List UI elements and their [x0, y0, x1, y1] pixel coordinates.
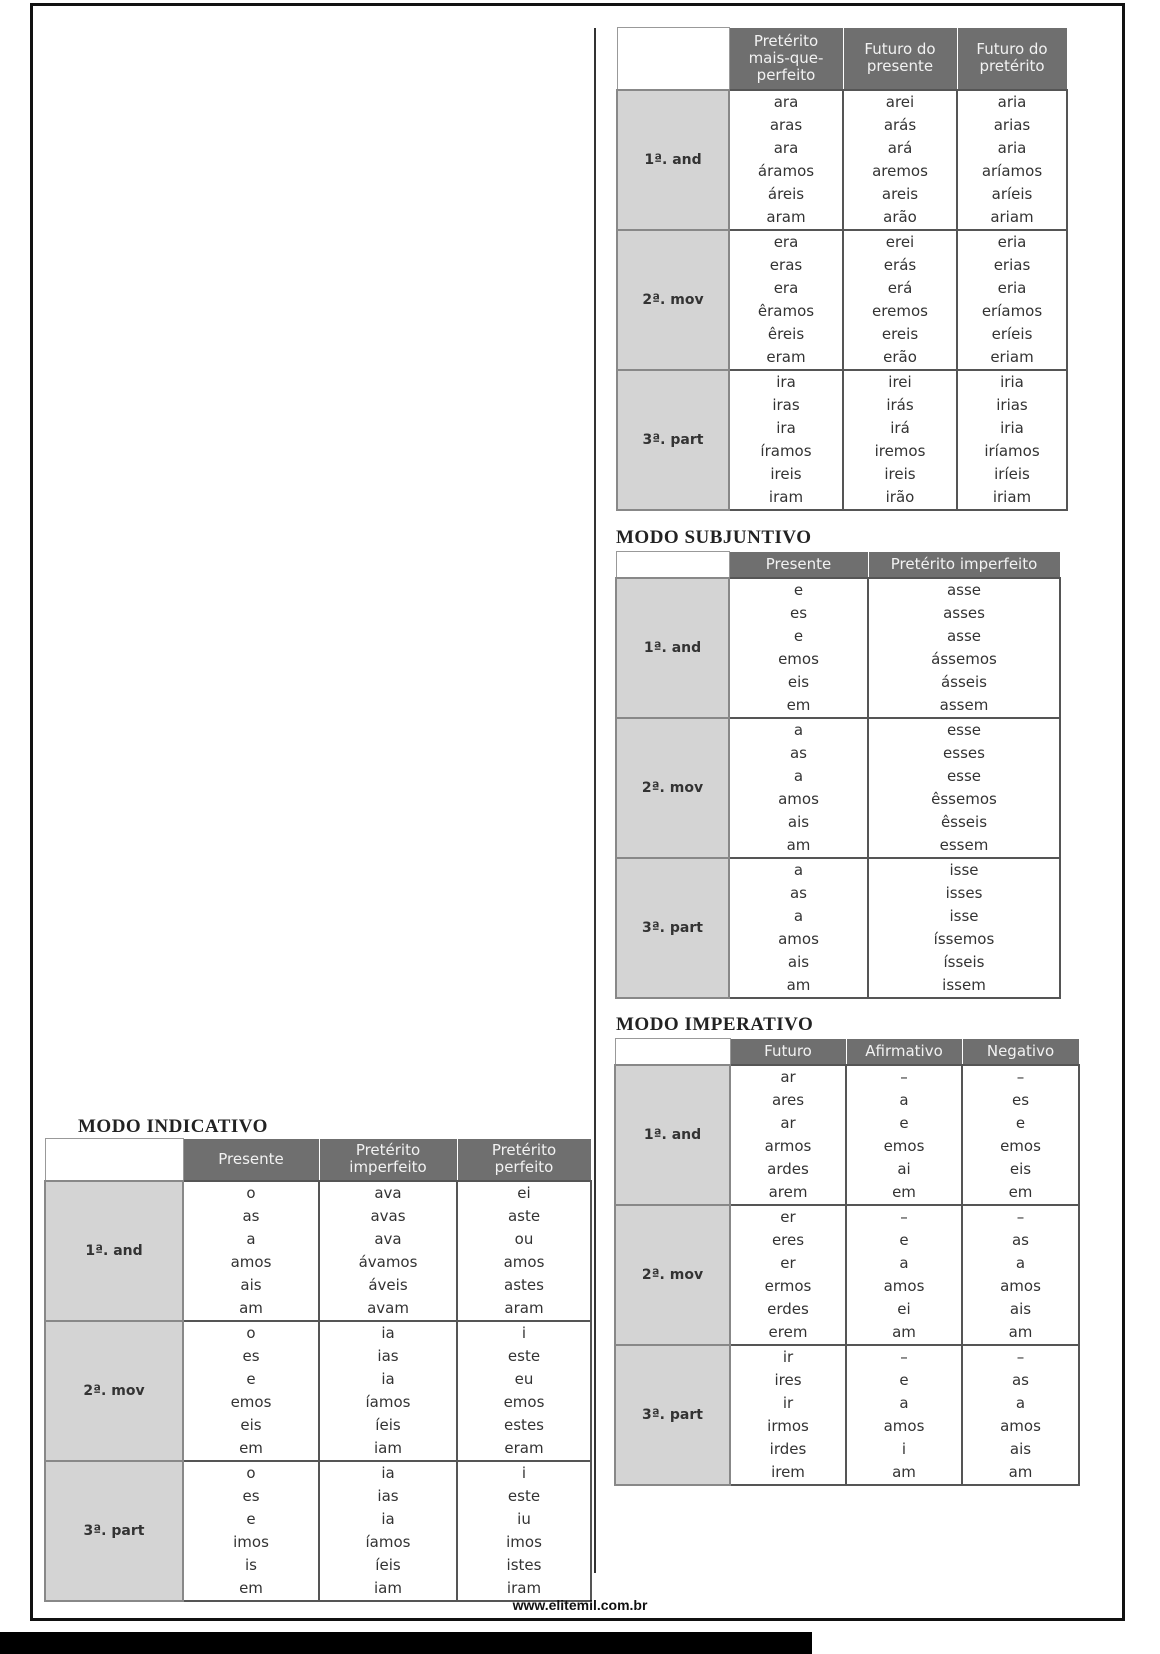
verb-ending: as: [242, 1207, 260, 1225]
conjugation-group-row: [617, 230, 1067, 370]
ending-cell: [457, 1181, 591, 1321]
footer-url: www.elitemil.com.br: [512, 1597, 648, 1613]
verb-ending: ais: [1009, 1440, 1032, 1458]
verb-ending: em: [239, 1579, 263, 1597]
verb-ending: ais: [1009, 1300, 1032, 1318]
subjuntivo-table: [615, 551, 1061, 999]
verb-ending: íramos: [760, 442, 812, 460]
verb-ending: áveis: [368, 1276, 408, 1294]
ending-cell: [729, 230, 843, 370]
conjugation-group-row: [615, 1065, 1079, 1205]
verb-ending: iam: [374, 1439, 402, 1457]
bottom-black-bar: [0, 1632, 812, 1654]
verb-ending: e: [899, 1231, 909, 1249]
column-header: Presente: [183, 1139, 319, 1181]
table-corner: [615, 1039, 730, 1065]
verb-ending: arás: [883, 116, 917, 134]
verb-ending: a: [793, 721, 804, 739]
verb-ending: am: [786, 976, 811, 994]
verb-ending: íssemos: [933, 930, 995, 948]
indicativo-table: [44, 1138, 592, 1602]
verb-ending: amos: [503, 1253, 545, 1271]
verb-ending: –: [900, 1208, 908, 1226]
verb-ending: íamos: [365, 1533, 411, 1551]
verb-ending: esses: [943, 744, 985, 762]
verb-ending: ais: [240, 1276, 262, 1294]
verb-ending: ires: [774, 1371, 802, 1389]
conjugation-group-row: [616, 718, 1060, 858]
verb-ending: avas: [370, 1207, 406, 1225]
verb-ending: essem: [939, 836, 989, 854]
ending-cell: [730, 1065, 846, 1205]
verb-ending: a: [899, 1394, 909, 1412]
ending-cell: [729, 718, 868, 858]
verb-ending: êramos: [757, 302, 815, 320]
ending-cell: [843, 230, 957, 370]
verb-ending: armos: [764, 1137, 812, 1155]
verb-ending: o: [246, 1184, 256, 1202]
verb-ending: a: [793, 767, 804, 785]
ending-cell: [868, 718, 1060, 858]
ending-cell: [183, 1461, 319, 1601]
verb-ending: este: [507, 1347, 541, 1365]
ending-cell: [729, 370, 843, 510]
verb-ending: e: [793, 627, 804, 645]
verb-ending: eu: [514, 1370, 534, 1388]
verb-ending: i: [521, 1464, 527, 1482]
verb-ending: ias: [377, 1347, 399, 1365]
verb-ending: áramos: [757, 162, 815, 180]
verb-ending: ariam: [990, 208, 1034, 226]
verb-ending: eriam: [990, 348, 1034, 366]
conjugation-label: 3ª. part: [617, 370, 729, 510]
verb-ending: esse: [946, 767, 982, 785]
conjugation-group-row: [617, 90, 1067, 230]
ending-cell: [729, 858, 868, 998]
verb-ending: em: [1008, 1183, 1033, 1201]
verb-ending: ar: [780, 1114, 796, 1132]
conjugation-label: 3ª. part: [45, 1461, 183, 1601]
conjugation-label: 3ª. part: [616, 858, 729, 998]
verb-ending: irem: [771, 1463, 805, 1481]
verb-ending: i: [521, 1324, 527, 1342]
verb-ending: e: [793, 581, 804, 599]
ending-cell: [843, 370, 957, 510]
verb-ending: ará: [887, 139, 913, 157]
verb-ending: e: [1015, 1114, 1026, 1132]
verb-ending: asse: [946, 627, 982, 645]
verb-ending: irás: [886, 396, 914, 414]
ending-cell: [868, 858, 1060, 998]
verb-ending: ereis: [881, 325, 919, 343]
column-header: Futuro do pretérito: [957, 28, 1067, 90]
column-header: Futuro: [730, 1039, 846, 1065]
verb-ending: ir: [782, 1348, 794, 1366]
verb-ending: a: [899, 1091, 909, 1109]
indicativo-continuation-table: [616, 27, 1068, 511]
column-header: Pretérito imperfeito: [868, 552, 1060, 578]
table-corner: [45, 1139, 183, 1181]
verb-ending: ir: [782, 1394, 794, 1412]
verb-ending: ava: [374, 1230, 402, 1248]
verb-ending: iras: [772, 396, 800, 414]
ending-cell: [962, 1065, 1079, 1205]
verb-ending: aste: [507, 1207, 541, 1225]
verb-ending: ara: [773, 139, 799, 157]
imperativo-table: [614, 1038, 1080, 1486]
verb-ending: eis: [240, 1416, 262, 1434]
verb-ending: iríeis: [994, 465, 1030, 483]
ending-cell: [730, 1345, 846, 1485]
verb-ending: a: [899, 1254, 909, 1272]
verb-ending: eras: [769, 256, 803, 274]
ending-cell: [962, 1345, 1079, 1485]
verb-ending: eríeis: [991, 325, 1033, 343]
verb-ending: arão: [883, 208, 917, 226]
verb-ending: ia: [381, 1510, 395, 1528]
ending-cell: [183, 1181, 319, 1321]
verb-ending: avam: [367, 1299, 409, 1317]
column-header: Negativo: [962, 1039, 1079, 1065]
verb-ending: –: [1016, 1208, 1025, 1226]
verb-ending: emos: [230, 1393, 272, 1411]
verb-ending: erdes: [767, 1300, 809, 1318]
verb-ending: ara: [773, 93, 799, 111]
verb-ending: ias: [377, 1487, 399, 1505]
verb-ending: ai: [897, 1160, 911, 1178]
ending-cell: [183, 1321, 319, 1461]
column-header: Pretérito perfeito: [457, 1139, 591, 1181]
verb-ending: íeis: [375, 1416, 401, 1434]
ending-cell: [730, 1205, 846, 1345]
verb-ending: amos: [1000, 1277, 1041, 1295]
verb-ending: íamos: [365, 1393, 411, 1411]
conjugation-label: 1ª. and: [615, 1065, 730, 1205]
verb-ending: iu: [517, 1510, 531, 1528]
verb-ending: amos: [1000, 1417, 1041, 1435]
conjugation-group-row: [615, 1345, 1079, 1485]
ending-cell: [962, 1205, 1079, 1345]
verb-ending: arei: [885, 93, 915, 111]
verb-ending: –: [900, 1068, 908, 1086]
ending-cell: [957, 230, 1067, 370]
verb-ending: ásseis: [940, 673, 988, 691]
verb-ending: irei: [888, 373, 912, 391]
verb-ending: –: [1016, 1348, 1025, 1366]
verb-ending: a: [793, 907, 804, 925]
verb-ending: asse: [946, 581, 982, 599]
verb-ending: aríamos: [981, 162, 1043, 180]
ending-cell: [457, 1321, 591, 1461]
verb-ending: ar: [780, 1068, 796, 1086]
verb-ending: ares: [771, 1091, 805, 1109]
verb-ending: aram: [504, 1299, 544, 1317]
verb-ending: êssemos: [931, 790, 997, 808]
verb-ending: aram: [766, 208, 806, 226]
verb-ending: as: [1011, 1231, 1029, 1249]
verb-ending: ava: [374, 1184, 402, 1202]
verb-ending: iam: [374, 1579, 402, 1597]
ending-cell: [846, 1065, 962, 1205]
verb-ending: iríamos: [984, 442, 1040, 460]
verb-ending: estes: [504, 1416, 544, 1434]
verb-ending: e: [899, 1371, 909, 1389]
column-divider: [594, 28, 596, 1573]
verb-ending: iremos: [874, 442, 926, 460]
verb-ending: i: [901, 1440, 907, 1458]
verb-ending: eram: [766, 348, 806, 366]
verb-ending: –: [900, 1348, 908, 1366]
verb-ending: áreis: [767, 185, 805, 203]
imperativo-title: MODO IMPERATIVO: [616, 1014, 814, 1035]
verb-ending: aria: [997, 139, 1027, 157]
verb-ending: em: [786, 696, 811, 714]
verb-ending: em: [892, 1183, 916, 1201]
ending-cell: [457, 1461, 591, 1601]
verb-ending: amos: [778, 790, 819, 808]
verb-ending: erei: [885, 233, 915, 251]
conjugation-label: 1ª. and: [616, 578, 729, 718]
ending-cell: [319, 1321, 457, 1461]
verb-ending: er: [780, 1208, 796, 1226]
verb-ending: e: [899, 1114, 909, 1132]
verb-ending: o: [246, 1324, 256, 1342]
verb-ending: era: [773, 279, 799, 297]
verb-ending: em: [239, 1439, 263, 1457]
verb-ending: ais: [787, 953, 810, 971]
verb-ending: irá: [890, 419, 910, 437]
verb-ending: a: [1015, 1394, 1026, 1412]
verb-ending: irias: [996, 396, 1028, 414]
verb-ending: emos: [503, 1393, 545, 1411]
verb-ending: ia: [381, 1464, 395, 1482]
ending-cell: [319, 1181, 457, 1321]
verb-ending: am: [1008, 1463, 1033, 1481]
verb-ending: esse: [946, 721, 982, 739]
verb-ending: a: [1015, 1254, 1026, 1272]
verb-ending: ávamos: [358, 1253, 418, 1271]
verb-ending: era: [773, 233, 799, 251]
verb-ending: iria: [1000, 373, 1024, 391]
table-corner: [617, 28, 729, 90]
verb-ending: as: [789, 884, 807, 902]
verb-ending: ardes: [767, 1160, 809, 1178]
verb-ending: erão: [883, 348, 917, 366]
ending-cell: [868, 578, 1060, 718]
conjugation-label: 2ª. mov: [616, 718, 729, 858]
verb-ending: erá: [887, 279, 913, 297]
verb-ending: ais: [787, 813, 810, 831]
verb-ending: ira: [776, 419, 796, 437]
column-header: Presente: [729, 552, 868, 578]
verb-ending: eríamos: [981, 302, 1043, 320]
verb-ending: a: [793, 861, 804, 879]
verb-ending: aras: [769, 116, 803, 134]
verb-ending: is: [245, 1556, 257, 1574]
verb-ending: areis: [881, 185, 919, 203]
verb-ending: e: [246, 1510, 256, 1528]
column-header: Futuro do presente: [843, 28, 957, 90]
verb-ending: eremos: [872, 302, 928, 320]
verb-ending: amos: [883, 1417, 925, 1435]
verb-ending: ou: [514, 1230, 534, 1248]
verb-ending: ireis: [770, 465, 802, 483]
verb-ending: as: [789, 744, 807, 762]
verb-ending: êsseis: [940, 813, 988, 831]
verb-ending: am: [239, 1299, 263, 1317]
verb-ending: aríeis: [991, 185, 1033, 203]
verb-ending: este: [507, 1487, 541, 1505]
verb-ending: íeis: [375, 1556, 401, 1574]
verb-ending: êreis: [767, 325, 805, 343]
verb-ending: eis: [787, 673, 810, 691]
verb-ending: eis: [1009, 1160, 1032, 1178]
ending-cell: [843, 90, 957, 230]
ending-cell: [957, 370, 1067, 510]
verb-ending: iram: [506, 1579, 542, 1597]
verb-ending: isses: [945, 884, 983, 902]
verb-ending: amos: [778, 930, 819, 948]
verb-ending: iriam: [992, 488, 1032, 506]
verb-ending: ia: [381, 1324, 395, 1342]
table-corner: [616, 552, 729, 578]
verb-ending: am: [786, 836, 811, 854]
verb-ending: amos: [883, 1277, 925, 1295]
verb-ending: es: [789, 604, 808, 622]
conjugation-group-row: [617, 370, 1067, 510]
column-header: Pretérito imperfeito: [319, 1139, 457, 1181]
verb-ending: astes: [504, 1276, 544, 1294]
verb-ending: emos: [883, 1137, 925, 1155]
conjugation-group-row: [45, 1181, 591, 1321]
verb-ending: ia: [381, 1370, 395, 1388]
verb-ending: amos: [230, 1253, 272, 1271]
indicativo-title: MODO INDICATIVO: [78, 1116, 268, 1137]
ending-cell: [957, 90, 1067, 230]
verb-ending: eram: [504, 1439, 544, 1457]
conjugation-group-row: [45, 1321, 591, 1461]
verb-ending: eria: [997, 279, 1027, 297]
verb-ending: assem: [939, 696, 989, 714]
column-header: Pretérito mais-que-perfeito: [729, 28, 843, 90]
conjugation-group-row: [615, 1205, 1079, 1345]
verb-ending: ei: [517, 1184, 531, 1202]
verb-ending: emos: [1000, 1137, 1041, 1155]
subjuntivo-title: MODO SUBJUNTIVO: [616, 527, 812, 548]
verb-ending: irdes: [769, 1440, 807, 1458]
verb-ending: ássemos: [931, 650, 997, 668]
ending-cell: [846, 1205, 962, 1345]
verb-ending: am: [892, 1323, 916, 1341]
verb-ending: iria: [1000, 419, 1024, 437]
conjugation-label: 2ª. mov: [615, 1205, 730, 1345]
verb-ending: erás: [883, 256, 917, 274]
verb-ending: irão: [885, 488, 915, 506]
conjugation-label: 2ª. mov: [45, 1321, 183, 1461]
verb-ending: eres: [771, 1231, 805, 1249]
verb-ending: ermos: [764, 1277, 812, 1295]
verb-ending: a: [246, 1230, 256, 1248]
ending-cell: [319, 1461, 457, 1601]
conjugation-label: 2ª. mov: [617, 230, 729, 370]
verb-ending: es: [242, 1347, 260, 1365]
verb-ending: ísseis: [943, 953, 985, 971]
conjugation-label: 3ª. part: [615, 1345, 730, 1485]
verb-ending: aria: [997, 93, 1027, 111]
conjugation-group-row: [45, 1461, 591, 1601]
verb-ending: erem: [768, 1323, 808, 1341]
conjugation-label: 1ª. and: [45, 1181, 183, 1321]
ending-cell: [729, 578, 868, 718]
verb-ending: am: [892, 1463, 916, 1481]
verb-ending: aremos: [872, 162, 928, 180]
verb-ending: imos: [506, 1533, 542, 1551]
verb-ending: erias: [993, 256, 1031, 274]
conjugation-group-row: [616, 578, 1060, 718]
verb-ending: isse: [949, 861, 979, 879]
conjugation-group-row: [616, 858, 1060, 998]
verb-ending: o: [246, 1464, 256, 1482]
verb-ending: es: [242, 1487, 260, 1505]
conjugation-label: 1ª. and: [617, 90, 729, 230]
verb-ending: e: [246, 1370, 256, 1388]
verb-ending: –: [1016, 1068, 1025, 1086]
verb-ending: irmos: [767, 1417, 809, 1435]
verb-ending: asses: [943, 604, 985, 622]
verb-ending: isse: [949, 907, 979, 925]
verb-ending: as: [1011, 1371, 1029, 1389]
verb-ending: eria: [997, 233, 1027, 251]
verb-ending: istes: [506, 1556, 542, 1574]
verb-ending: imos: [233, 1533, 269, 1551]
verb-ending: emos: [778, 650, 819, 668]
verb-ending: ireis: [884, 465, 916, 483]
verb-ending: ei: [897, 1300, 911, 1318]
verb-ending: es: [1011, 1091, 1030, 1109]
column-header: Afirmativo: [846, 1039, 962, 1065]
verb-ending: arem: [768, 1183, 808, 1201]
verb-ending: am: [1008, 1323, 1033, 1341]
verb-ending: iram: [768, 488, 804, 506]
ending-cell: [729, 90, 843, 230]
verb-ending: ira: [776, 373, 796, 391]
verb-ending: arias: [993, 116, 1031, 134]
ending-cell: [846, 1345, 962, 1485]
verb-ending: er: [780, 1254, 796, 1272]
verb-ending: issem: [942, 976, 986, 994]
